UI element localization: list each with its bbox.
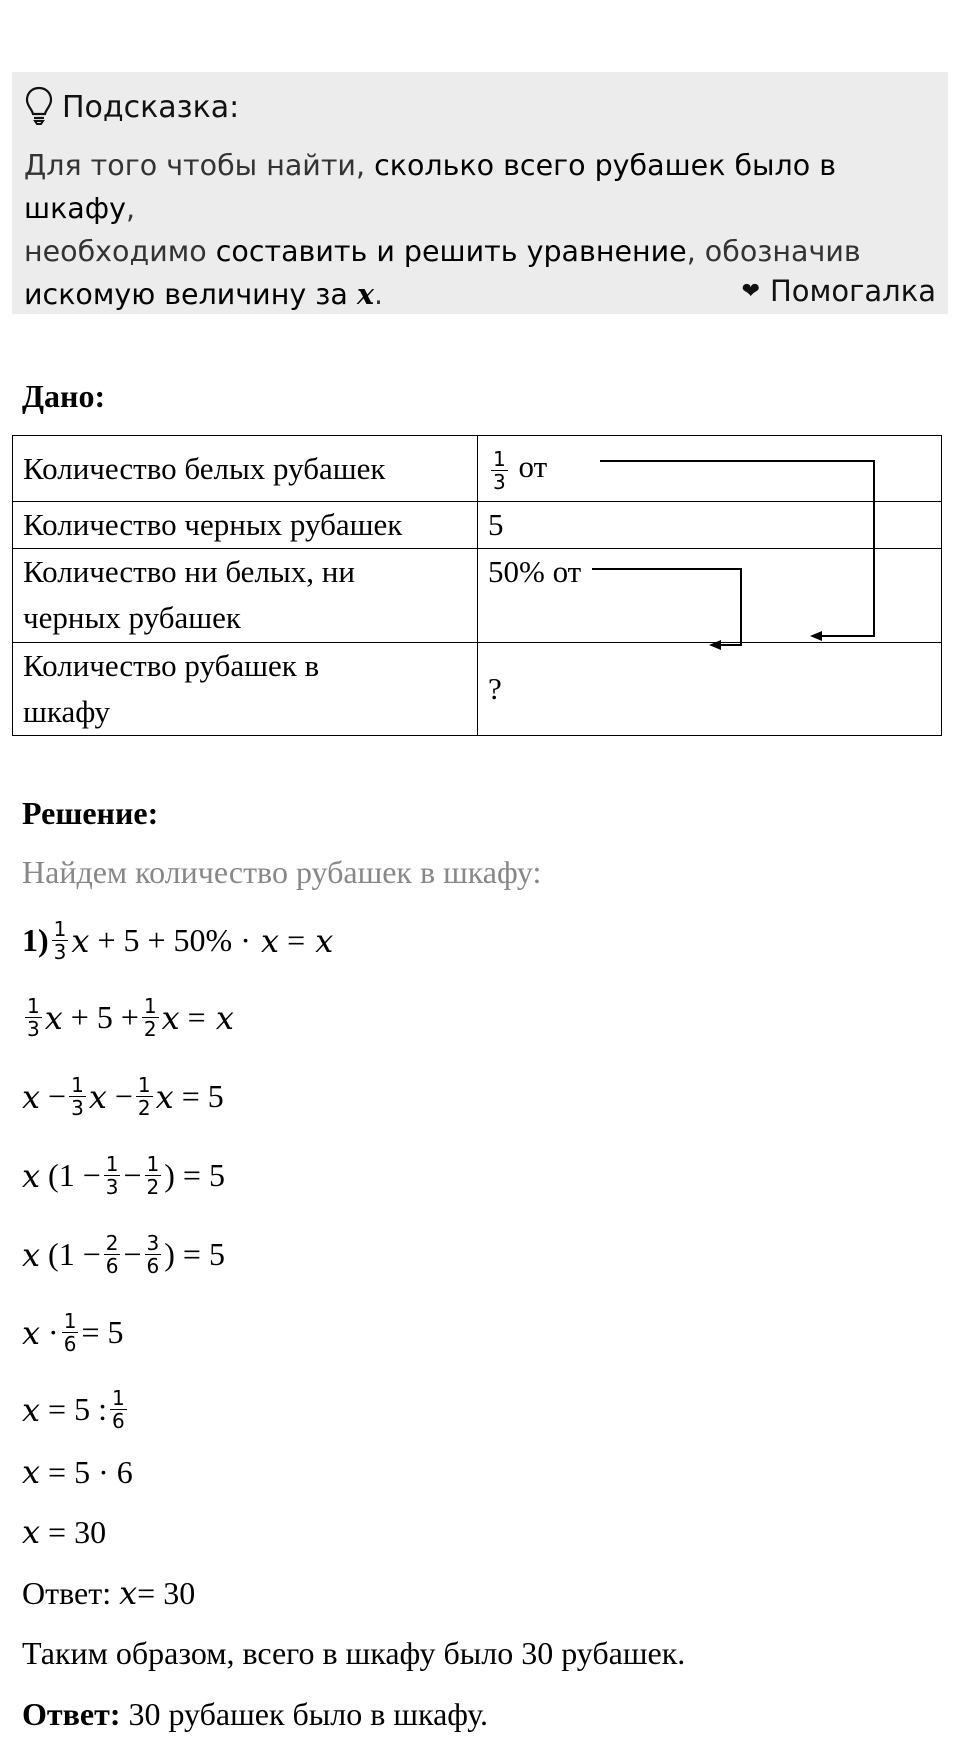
equation-line: $\frac{1}{3}$ x + 5 + $\frac{1}{2}$ x = x <box>27 994 234 1041</box>
equation-line: x = 5 : $\frac{1}{6}$ <box>22 1386 125 1433</box>
table-cell: $\frac{1}{3}$ от <box>478 436 942 502</box>
table-cell: Количество рубашек в шкафу <box>13 642 478 735</box>
conclusion-text: Таким образом, всего в шкафу было 30 рубашек. <box>22 1635 686 1671</box>
fraction: $\frac{1}{3}$ <box>493 446 506 494</box>
equation-line: x (1 − $\frac{1}{3}$ − $\frac{1}{2}$ ) = 5 <box>22 1152 225 1199</box>
table-cell: 5 <box>478 502 942 549</box>
table-row <box>13 549 942 642</box>
lightbulb-icon <box>24 85 54 129</box>
given-title: Дано: <box>22 378 106 414</box>
table-cell: 50% от <box>478 549 942 642</box>
hint-brand: Помогалка <box>770 274 936 308</box>
heart-icon: ❤ <box>741 278 760 304</box>
table-cell: ? <box>478 642 942 735</box>
final-answer: Ответ: 30 рубашек было в шкафу. <box>22 1696 488 1732</box>
equation-line: 1) $\frac{1}{3}$ x + 5 + 50% · x = x <box>22 917 334 964</box>
table-cell: Количество белых рубашек <box>13 436 478 502</box>
table-row <box>13 642 942 735</box>
given-table <box>12 435 942 736</box>
equation-line: x (1 − $\frac{2}{6}$ − $\frac{3}{6}$ ) = 5 <box>22 1231 225 1278</box>
hint-footer <box>742 274 936 308</box>
hint-title: Подсказка: <box>62 89 240 125</box>
table-row <box>13 502 942 549</box>
equation-line: x = 30 <box>22 1513 107 1551</box>
hint-text: Для того чтобы найти, сколько всего рубашек было в шкафу, необходимо составить и решить уравнение, обозначив искомую величину за x. <box>24 149 861 311</box>
equation-line: x − $\frac{1}{3}$ x − $\frac{1}{2}$ x = 5 <box>22 1073 224 1120</box>
solution-title: Решение: <box>22 795 159 831</box>
solution-intro: Найдем количество рубашек в шкафу: <box>22 854 542 890</box>
table-cell: Количество ни белых, ни черных рубашек <box>13 549 478 642</box>
hint-box <box>12 72 948 314</box>
hint-header <box>24 82 934 132</box>
equation-line: x = 5 · 6 <box>22 1453 133 1491</box>
table-cell: Количество черных рубашек <box>13 502 478 549</box>
equation-line: x · $\frac{1}{6}$ = 5 <box>22 1309 124 1356</box>
result-line: Ответ: x = 30 <box>22 1574 196 1612</box>
table-row <box>13 436 942 502</box>
